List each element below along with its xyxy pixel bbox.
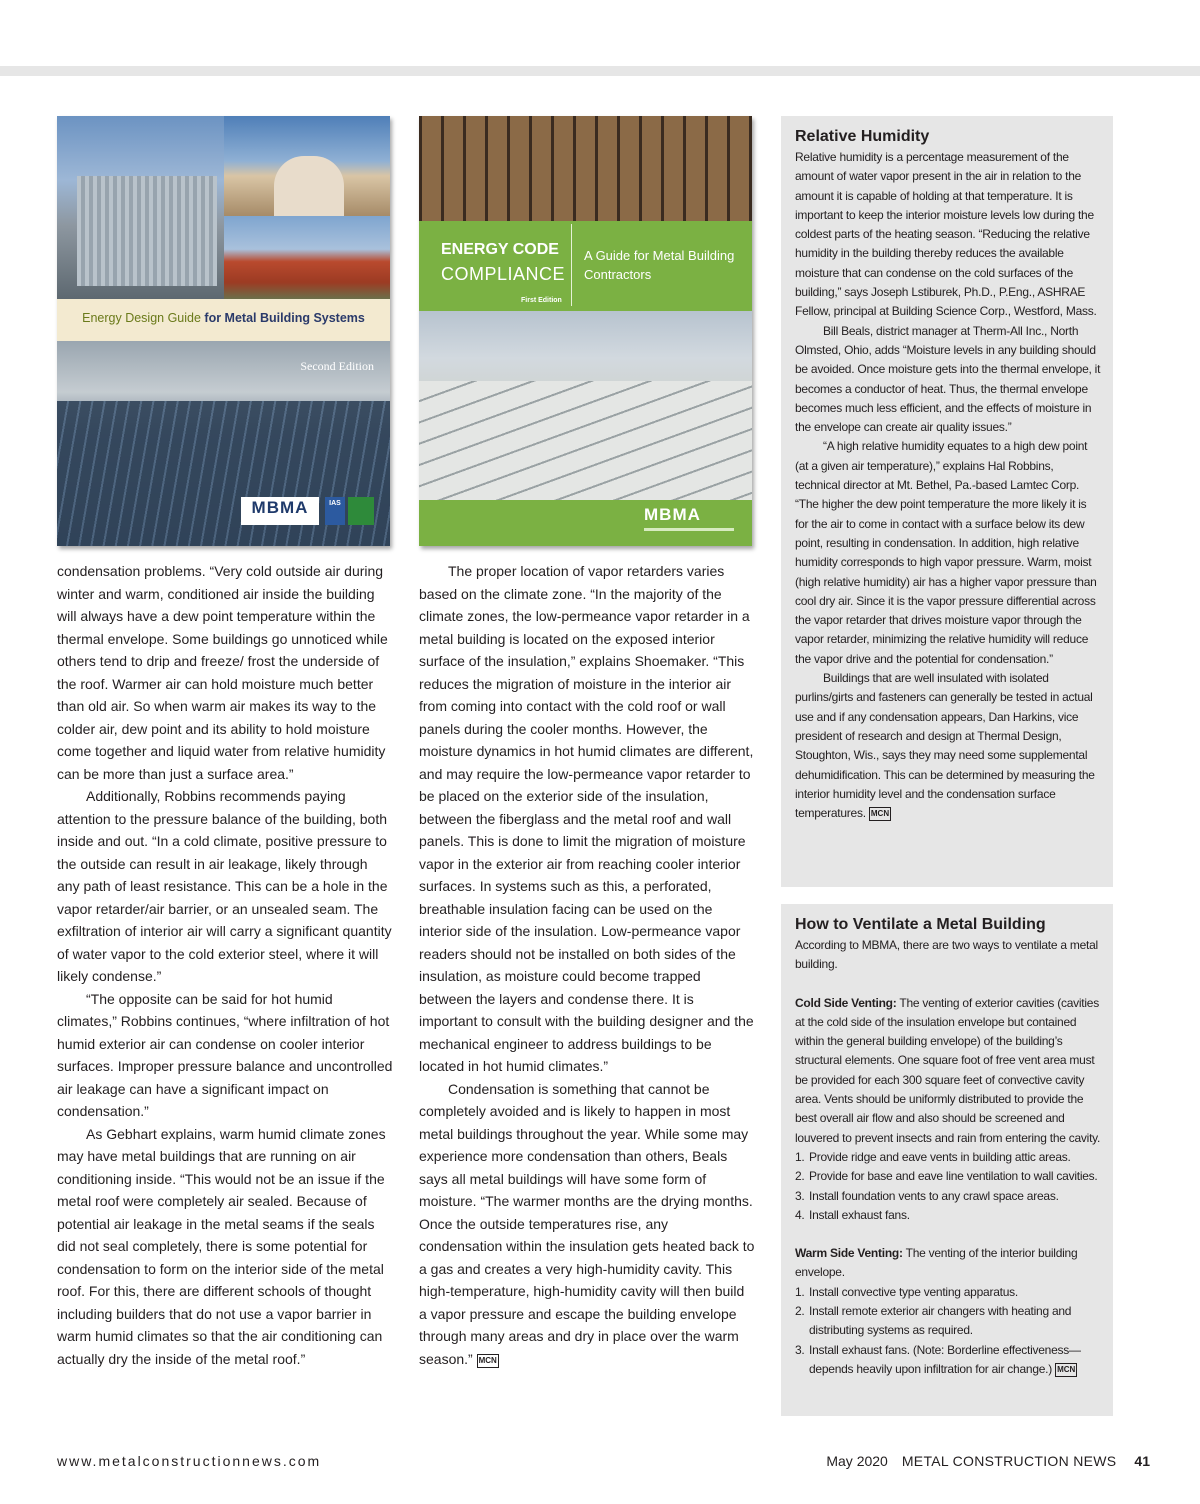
cover-photo-arched-building	[224, 116, 390, 216]
paragraph	[419, 1078, 755, 1371]
paragraph-text: Buildings that are well insulated with isolated purlins/girts and fasteners can generally be tested in actual use and if any condensation appears, Dan Harkins, vice president of research and design at Thermal Design, Stoughton, Wis., says they may need some supplemental dehumidification. This can be determined by measuring the interior humidity level and the condensation surface temperatures.	[795, 671, 1095, 821]
paragraph: According to MBMA, there are two ways to ventilate a metal building.	[795, 938, 1098, 972]
paragraph: The proper location of vapor retarders varies based on the climate zone. “In the majority of the climate zones, the low-permeance vapor retarder in a metal building is located on the exposed interior surface of the insulation,” explains Shoemaker. “This reduces the migration of moisture in the interior air from coming into contact with the cold roof or wall panels during the cooler months. However, the moisture dynamics in hot humid climates are different, and may require the low-permeance vapor retarder to be placed on the exterior side of the insulation, between the fiberglass and the metal roof and wall panels. This is done to limit the migration of moisture vapor in the exterior air from reaching cooler interior surfaces. In systems such as this, a perforated, breathable insulation facing can be used on the interior side of the insulation. Low-permeance vapor readers should not be installed on both sides of the insulation, as moisture could become trapped between the layers and condense there. It is important to consult with the building designer and the mechanical engineer to address buildings to be located in hot humid climates.”	[419, 563, 754, 1074]
mcn-end-mark: MCN	[1055, 1363, 1077, 1377]
list-item: 1. Install convective type venting apparatus.	[795, 1284, 1018, 1299]
sidebar-relative-humidity	[781, 116, 1113, 887]
paragraph: As Gebhart explains, warm humid climate zones may have metal buildings that are running on air conditioning inside. “This would not be an issue if the metal roof were completely air sealed. Because of potential air leakage in the metal seams if the seals did not seal completely, there is some potential for condensation to form on the interior side of the metal roof. For this, there are different schools of thought including builders that do not use a vapor barrier in warm humid climates so that the air conditioning can actually dry the inside of the metal roof.”	[57, 1125, 386, 1367]
cold-side-list	[795, 1148, 1101, 1225]
sidebar-title: How to Ventilate a Metal Building	[795, 916, 1046, 933]
warm-side-text: The venting of the interior building envelope.	[795, 1246, 1078, 1280]
cover-photo-roof-workers	[419, 311, 752, 500]
sidebar-body	[795, 936, 1101, 1379]
mcn-end-mark: MCN	[869, 807, 891, 821]
certification-badge-icon	[348, 497, 374, 525]
footer-magazine: METAL CONSTRUCTION NEWS	[901, 1453, 1117, 1469]
page-number: 41	[1134, 1453, 1150, 1469]
list-item: 4. Install exhaust fans.	[795, 1207, 910, 1222]
cover-title-line1: ENERGY CODE	[441, 241, 559, 258]
top-rule	[0, 66, 1200, 76]
paragraph: “The opposite can be said for hot humid climates,” Robbins continues, “where infiltration of hot humid exterior air can condense on cooler interior surfaces. Improper pressure balance and uncontrolled air leakage can have a significant impact on condensation.”	[57, 990, 393, 1119]
energy-code-compliance-cover-image	[419, 116, 752, 546]
paragraph: Additionally, Robbins recommends paying attention to the pressure balance of the building, both inside and out. “In a cold climate, positive pressure to the outside can result in air leakage, likely through any path of least resistance. This can be a hole in the vapor retarder/air barrier, or an unsealed seam. The exfiltration of interior air will carry a significant quantity of water vapor to the cold exterior steel, where it will likely condense.”	[57, 788, 392, 984]
sidebar-body	[795, 148, 1101, 823]
cover-divider	[571, 224, 572, 306]
warm-side-list	[795, 1283, 1101, 1379]
list-item: 3. Install exhaust fans. (Note: Borderline effectiveness—depends heavily upon infiltration for air change.) MCN	[795, 1342, 1081, 1376]
cover-photo-red-building	[224, 216, 390, 299]
article-column-left	[57, 560, 393, 1370]
article-column-middle	[419, 560, 755, 1370]
list-item: 3. Install foundation vents to any crawl space areas.	[795, 1188, 1059, 1203]
paragraph: Bill Beals, district manager at Therm-All Inc., North Olmsted, Ohio, adds “Moisture levels in any building should be avoided. Once moisture gets into the thermal envelope, it becomes a conductor of heat. Thus, the thermal envelope becomes much less efficient, and the effects of moisture in the envelope can create air quality issues.”	[795, 323, 1101, 435]
footer-folio	[826, 1453, 1150, 1469]
cover-photo-roof-structure	[419, 116, 752, 221]
energy-design-guide-cover-image	[57, 116, 390, 546]
paragraph	[795, 994, 1101, 1148]
cover-title: Energy Design Guide for Metal Building Systems	[82, 311, 365, 325]
paragraph-text: Condensation is something that cannot be completely avoided and is likely to happen in most metal buildings throughout the year. While some may experience more condensation than others, Beals says all metal buildings will have some form of moisture. “The warmer months are the drying months. Once the outside temperatures rise, any condensation within the insulation gets heated back to a gas and creates a very high-humidity cavity. This high-temperature, high-humidity cavity will then build a vapor pressure and escape the building envelope through many areas and dry in place over the warm season.”	[419, 1080, 755, 1367]
paragraph: Relative humidity is a percentage measurement of the amount of water vapor present in the air in relation to the amount it is capable of holding at that temperature. It is important to keep the interior moisture levels low during the coldest parts of the heating season. “Reducing the relative humidity in the building thereby reduces the available moisture that can condense on the cold surfaces of the building,” says Joseph Lstiburek, Ph.D., P.Eng., ASHRAE Fellow, principal at Building Science Corp., Westford, Mass.	[795, 150, 1097, 319]
list-item: 1. Provide ridge and eave vents in building attic areas.	[795, 1149, 1071, 1164]
sidebar-title: Relative Humidity	[795, 128, 930, 145]
list-item: 2. Install remote exterior air changers with heating and distributing systems as required.	[795, 1304, 1072, 1338]
mbma-logo: MBMA	[241, 497, 319, 525]
cold-side-label: Cold Side Venting:	[795, 995, 897, 1010]
cover-edition: First Edition	[521, 297, 562, 304]
cover-edition: Second Edition	[300, 359, 374, 373]
warm-side-label: Warm Side Venting:	[795, 1246, 903, 1261]
paragraph	[795, 1244, 1101, 1283]
cover-title-line2: COMPLIANCE	[441, 264, 566, 284]
cover-photo-metal-building	[57, 116, 224, 299]
paragraph: “A high relative humidity equates to a high dew point (at a given air temperature),” explains Hal Robbins, technical director at Mt. Bethel, Pa.-based Lamtec Corp. “The higher the dew point temperature the more likely it is for the air to come in contact with a surface below its dew point, resulting in condensation. In addition, high relative humidity corresponds to high vapor pressure. Warm, moist (high relative humidity) air has a higher vapor pressure than cool dry air. Since it is the vapor pressure differential across the vapor retarder that drives moisture vapor through the vapor retarder, minimizing the relative humidity will reduce the vapor drive and the potential for condensation.”	[795, 439, 1097, 666]
mbma-logo: MBMA	[644, 505, 701, 524]
list-item: 2. Provide for base and eave line ventilation to wall cavities.	[795, 1169, 1098, 1184]
cover-subtitle: A Guide for Metal Building Contractors	[584, 248, 735, 282]
logo-underline	[644, 528, 734, 531]
paragraph	[795, 669, 1101, 823]
footer-date: May 2020	[826, 1453, 888, 1469]
sidebar-ventilation	[781, 904, 1113, 1416]
paragraph: condensation problems. “Very cold outside air during winter and warm, conditioned air inside the building will always have a dew point temperature within the thermal envelope. Some buildings go unnoticed while others tend to drip and freeze/ frost the underside of the roof. Warmer air can hold moisture much better than old air. So when warm air makes its way to the colder air, dew point and its ability to hold moisture come together and liquid water from relative humidity can be more than just a surface area.”	[57, 563, 388, 782]
cold-side-text: The venting of exterior cavities (cavities at the cold side of the insulation envelope but contained within the general building envelope) of the building’s structural elements. One square foot of free vent area must be provided for each 300 square feet of convective cavity area. Vents should be uniformly distributed to provide the best overall air flow and also should be screened and louvered to prevent insects and rain from entering the cavity.	[795, 995, 1101, 1145]
footer-website: www.metalconstructionnews.com	[57, 1453, 322, 1469]
ias-badge-icon: IAS	[325, 497, 345, 525]
mcn-end-mark: MCN	[477, 1354, 499, 1368]
